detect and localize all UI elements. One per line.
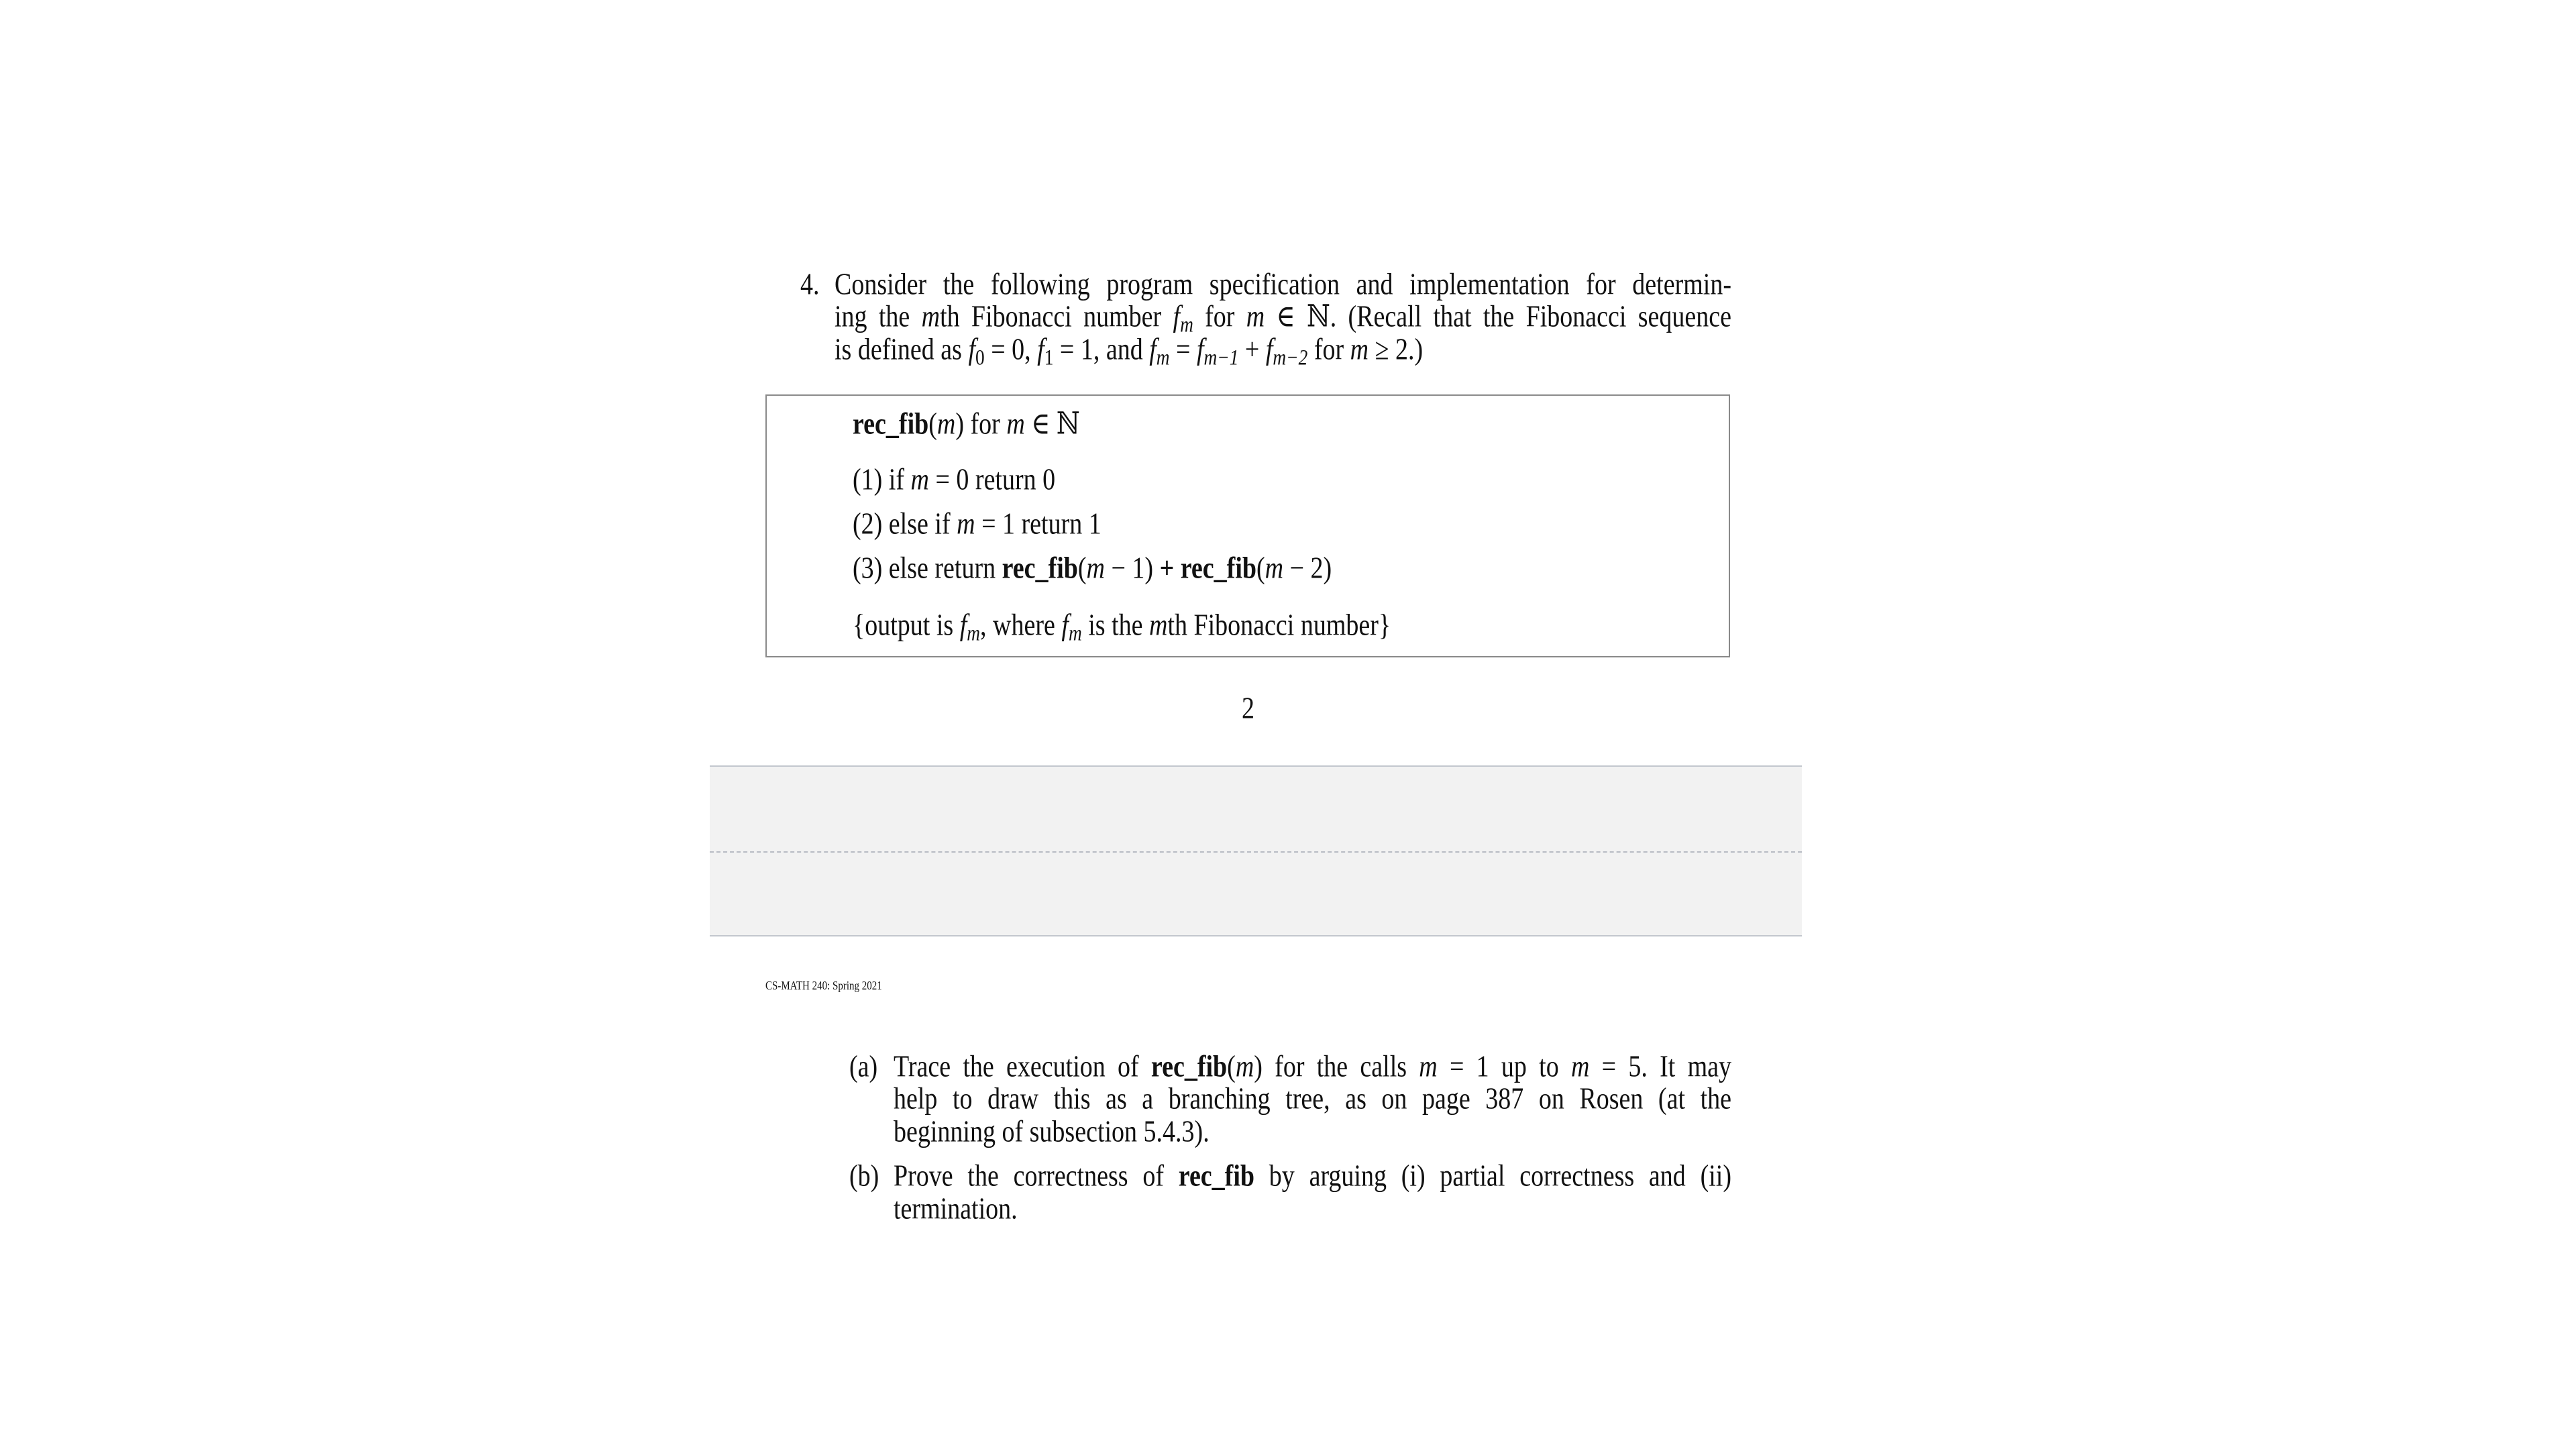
- math-symbol: m: [936, 407, 956, 441]
- math-symbol: 1: [1044, 345, 1054, 370]
- part-a-line-3: [894, 1114, 1210, 1150]
- text-segment: ∈ ℕ: [1024, 407, 1080, 441]
- page-break-separator: [710, 765, 1802, 936]
- math-symbol: f: [1196, 332, 1204, 367]
- text-segment: {output is: [853, 608, 960, 643]
- math-symbol: m: [1086, 551, 1105, 586]
- algorithm-step-1: [853, 462, 1055, 498]
- text-segment: ) for: [955, 407, 1007, 441]
- text-segment: th Fibonacci number}: [1167, 608, 1391, 643]
- text-segment: = 1 up to: [1437, 1049, 1571, 1084]
- text-segment: − 1): [1105, 551, 1160, 586]
- math-symbol: m: [1246, 299, 1265, 334]
- math-symbol: m: [1570, 1049, 1590, 1084]
- bold-text: rec_fib: [1178, 1159, 1255, 1193]
- text-segment: (: [928, 407, 937, 441]
- math-symbol: m: [957, 506, 975, 541]
- math-symbol: m−2: [1273, 345, 1308, 370]
- bold-text: rec_fib: [1150, 1049, 1228, 1084]
- text-segment: (: [1077, 551, 1087, 586]
- math-symbol: m−1: [1203, 345, 1239, 370]
- text-segment: is the: [1081, 608, 1149, 643]
- text-segment: = 0,: [984, 332, 1038, 367]
- text-segment: th Fibonacci number: [940, 299, 1173, 334]
- bold-text: rec_fib: [1002, 551, 1078, 586]
- page-break-dashed-line: [710, 851, 1802, 853]
- math-symbol: m: [1006, 407, 1025, 441]
- text-segment: ∈ ℕ. (Recall that the Fibonacci sequence: [1265, 299, 1731, 334]
- part-b-label: (b): [849, 1159, 879, 1193]
- text-segment: Trace the execution of: [894, 1049, 1151, 1084]
- part-a-line-1: [894, 1049, 1731, 1085]
- math-symbol: m: [1419, 1049, 1438, 1084]
- text-segment: , where: [980, 608, 1062, 643]
- math-symbol: m: [910, 462, 929, 497]
- math-symbol: f: [968, 332, 976, 367]
- math-symbol: 0: [975, 345, 985, 370]
- bold-text: rec_fib: [853, 407, 929, 441]
- text-segment: = 1, and: [1053, 332, 1150, 367]
- text-segment: (1) if: [853, 462, 911, 497]
- algorithm-header: [853, 407, 1080, 442]
- algorithm-postcondition: [853, 608, 1391, 651]
- text-segment: by arguing (i) partial correctness and (ii): [1254, 1159, 1732, 1193]
- problem-line-1: [835, 267, 1731, 303]
- problem-line-3: [835, 332, 1423, 376]
- text-segment: ) for the calls: [1254, 1049, 1419, 1084]
- algorithm-step-3: [853, 551, 1332, 586]
- math-symbol: f: [1173, 299, 1181, 334]
- math-symbol: m: [1235, 1049, 1254, 1084]
- part-b-line-1: [894, 1159, 1731, 1194]
- math-symbol: m: [1068, 621, 1082, 645]
- math-symbol: f: [1265, 332, 1273, 367]
- math-symbol: f: [959, 608, 967, 643]
- problem-number: 4.: [800, 267, 820, 302]
- bold-text: +: [1159, 551, 1175, 586]
- math-symbol: m: [1148, 608, 1168, 643]
- math-symbol: f: [1061, 608, 1069, 643]
- math-symbol: f: [1037, 332, 1044, 367]
- text-segment: (: [1256, 551, 1265, 586]
- part-a-line-2: [894, 1081, 1731, 1117]
- text-segment: is defined as: [835, 332, 969, 367]
- text-segment: beginning of subsection 5.4.3).: [894, 1114, 1210, 1149]
- text-segment: Consider the following program specification and implementation for determin-: [835, 267, 1731, 302]
- text-segment: [1174, 551, 1181, 585]
- part-a-label: (a): [849, 1049, 878, 1084]
- math-symbol: m: [1156, 345, 1170, 370]
- text-segment: (2) else if: [853, 506, 957, 541]
- text-segment: (3) else return: [853, 551, 1002, 586]
- math-symbol: m: [1265, 551, 1284, 586]
- text-segment: = 5. It may: [1589, 1049, 1731, 1084]
- text-segment: termination.: [894, 1191, 1018, 1226]
- text-segment: = 0 return 0: [928, 462, 1056, 497]
- text-segment: =: [1169, 332, 1197, 367]
- algorithm-step-2: [853, 506, 1102, 542]
- page-header-course: CS-MATH 240: Spring 2021: [765, 979, 882, 993]
- text-segment: for: [1193, 299, 1246, 334]
- part-b-line-2: [894, 1191, 1018, 1227]
- math-symbol: f: [1149, 332, 1157, 367]
- math-symbol: m: [1350, 332, 1369, 367]
- bold-text: rec_fib: [1180, 551, 1257, 586]
- text-segment: help to draw this as a branching tree, as on page 387 on Rosen (at the: [894, 1081, 1731, 1116]
- text-segment: − 2): [1283, 551, 1332, 586]
- text-segment: (: [1227, 1049, 1236, 1084]
- text-segment: +: [1238, 332, 1266, 367]
- text-segment: ≥ 2.): [1368, 332, 1424, 367]
- page-number: 2: [1242, 691, 1254, 726]
- text-segment: for: [1307, 332, 1350, 367]
- text-segment: = 1 return 1: [975, 506, 1102, 541]
- text-segment: ing the: [835, 299, 922, 334]
- math-symbol: m: [1180, 312, 1193, 337]
- math-symbol: m: [967, 621, 981, 645]
- math-symbol: m: [921, 299, 941, 334]
- text-segment: Prove the correctness of: [894, 1159, 1179, 1193]
